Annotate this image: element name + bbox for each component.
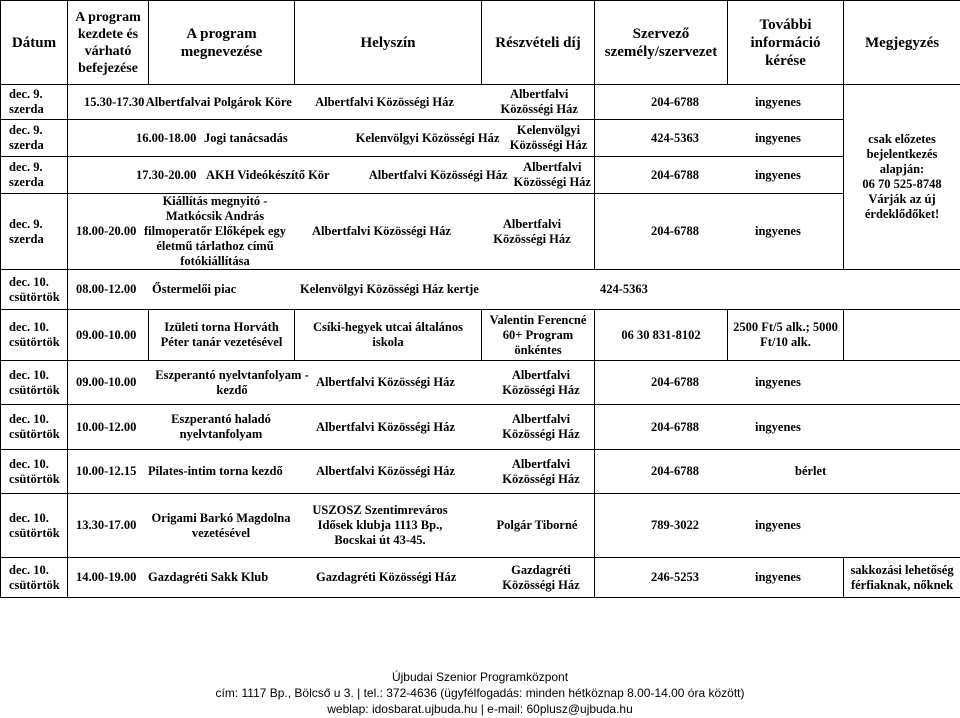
note-cell bbox=[844, 85, 960, 270]
note-line: érdeklődőket! bbox=[864, 207, 940, 221]
note-line: csak előzetes bbox=[868, 132, 936, 146]
info-cell: ingyenes bbox=[755, 570, 801, 584]
merged-cell bbox=[595, 494, 960, 558]
organizer-cell: 246-5253 bbox=[651, 570, 699, 584]
merged-cell bbox=[68, 450, 595, 494]
date-cell: dec. 10. csütörtök bbox=[1, 405, 68, 450]
table-row bbox=[1, 85, 960, 120]
date-cell: dec. 10. csütörtök bbox=[1, 558, 68, 598]
time-cell: 10.00-12.15 bbox=[76, 464, 137, 478]
info-cell: ingyenes bbox=[755, 375, 801, 389]
fee-cell: Albertfalvi Közösségi Ház bbox=[500, 87, 578, 116]
organizer-cell: 06 30 831-8102 bbox=[595, 310, 728, 361]
header-date: Dátum bbox=[1, 1, 68, 85]
program-name-cell: Eszperantó haladó nyelvtanfolyam bbox=[171, 412, 271, 441]
merged-cell bbox=[68, 85, 595, 120]
table-row bbox=[1, 558, 960, 598]
table-row bbox=[1, 194, 960, 270]
fee-cell: Albertfalvi Közösségi Ház bbox=[502, 367, 580, 397]
date-cell: dec. 9. szerda bbox=[1, 157, 68, 194]
note-line: 06 70 525-8748 bbox=[862, 177, 942, 191]
merged-cell bbox=[595, 194, 844, 270]
fee-cell: Albertfalvi Közösségi Ház bbox=[502, 456, 580, 486]
venue-cell: Albertfalvi Közösségi Ház bbox=[316, 464, 455, 478]
footer-address: cím: 1117 Bp., Bölcső u 3. | tel.: 372-4636 (ügyfélfogadás: minden hétköznap 8.00-14.00 óra között) bbox=[215, 686, 745, 700]
organizer-cell: 204-6788 bbox=[651, 167, 699, 182]
time-cell: 16.00-18.00 bbox=[136, 130, 197, 145]
date-cell: dec. 10. csütörtök bbox=[1, 450, 68, 494]
time-cell: 13.30-17.00 bbox=[76, 518, 137, 532]
merged-cell bbox=[68, 157, 595, 194]
program-name-cell: Eszperantó nyelvtanfolyam - kezdő bbox=[155, 367, 309, 397]
time-cell: 09.00-10.00 bbox=[76, 375, 137, 389]
header-name: A program megnevezése bbox=[149, 1, 295, 85]
venue-cell: Albertfalvi Közösségi Ház bbox=[312, 224, 451, 238]
venue-cell: Csíki-hegyek utcai általános iskola bbox=[295, 310, 482, 361]
organizer-cell: 204-6788 bbox=[651, 224, 699, 238]
program-name-cell: Őstermelői piac bbox=[152, 282, 237, 296]
table-row bbox=[1, 405, 960, 450]
date-cell: dec. 9. szerda bbox=[1, 85, 68, 120]
info-cell: ingyenes bbox=[755, 167, 801, 182]
venue-cell: Albertfalvi Közösségi Ház bbox=[316, 375, 455, 389]
note-cell: sakkozási lehetőség férfiaknak, nőknek bbox=[844, 558, 960, 598]
date-cell: dec. 10. csütörtök bbox=[1, 270, 68, 310]
merged-cell bbox=[68, 558, 595, 598]
program-name-cell: Gazdagréti Sakk Klub bbox=[148, 570, 269, 584]
merged-cell bbox=[68, 270, 960, 310]
program-name-cell: Origami Barkó Magdolna vezetésével bbox=[151, 510, 291, 540]
fee-cell: Polgár Tiborné bbox=[496, 518, 578, 532]
info-cell: 2500 Ft/5 alk.; 5000 Ft/10 alk. bbox=[728, 310, 844, 361]
table-row bbox=[1, 270, 960, 310]
merged-cell bbox=[595, 157, 844, 194]
header-note: Megjegyzés bbox=[844, 1, 960, 85]
note-line: Várják az új bbox=[868, 192, 936, 206]
venue-cell: Kelenvölgyi Közösségi Ház bbox=[355, 130, 500, 145]
fee-cell: Albertfalvi Közösségi Ház bbox=[513, 160, 591, 189]
time-cell: 08.00-12.00 bbox=[76, 282, 137, 296]
footer-org: Újbudai Szenior Programközpont bbox=[391, 670, 569, 684]
table-row bbox=[1, 157, 960, 194]
fee-cell: Albertfalvi Közösségi Ház bbox=[502, 412, 580, 441]
time-cell: 17.30-20.00 bbox=[136, 167, 197, 182]
header-venue: Helyszín bbox=[295, 1, 482, 85]
merged-cell bbox=[595, 405, 960, 450]
venue-cell: Albertfalvi Közösségi Ház bbox=[315, 94, 454, 109]
fee-cell: Gazdagréti Közösségi Ház bbox=[502, 562, 580, 592]
time-cell: 10.00-12.00 bbox=[76, 419, 137, 434]
fee-cell: Valentin Ferencné 60+ Program önkéntes bbox=[482, 310, 595, 361]
organizer-cell: 204-6788 bbox=[651, 419, 699, 434]
table-row bbox=[1, 361, 960, 405]
fee-cell: Albertfalvi Közösségi Ház bbox=[493, 216, 571, 246]
organizer-cell: 204-6788 bbox=[651, 94, 699, 109]
program-name-cell: AKH Videókészítő Kör bbox=[206, 167, 330, 182]
table-row bbox=[1, 450, 960, 494]
venue-cell: Kelenvölgyi Közösségi Ház kertje bbox=[300, 282, 479, 296]
merged-cell bbox=[68, 405, 595, 450]
note-line: bejelentkezés alapján: bbox=[866, 147, 938, 176]
info-cell: ingyenes bbox=[755, 94, 801, 109]
table-row bbox=[1, 120, 960, 157]
date-cell: dec. 9. szerda bbox=[1, 120, 68, 157]
footer-web: weblap: idosbarat.ujbuda.hu | e-mail: 60plusz@ujbuda.hu bbox=[327, 702, 633, 716]
program-name-cell: Jogi tanácsadás bbox=[204, 130, 288, 145]
table-row bbox=[1, 494, 960, 558]
organizer-cell: 204-6788 bbox=[651, 464, 699, 478]
merged-cell bbox=[68, 361, 595, 405]
info-cell: ingyenes bbox=[755, 130, 801, 145]
time-cell: 18.00-20.00 bbox=[76, 224, 137, 238]
venue-cell: Albertfalvi Közösségi Ház bbox=[316, 419, 455, 434]
info-cell: ingyenes bbox=[755, 224, 801, 238]
organizer-cell: 424-5363 bbox=[651, 130, 699, 145]
time-cell: 15.30-17.30 bbox=[84, 94, 145, 109]
program-name-cell: Kiállítás megnyitó - Matkócsik András filmoperatőr Előképek egy életmű tárlathoz című fotókiállítása bbox=[143, 194, 287, 268]
time-cell: 09.00-10.00 bbox=[68, 310, 149, 361]
table-header-row bbox=[1, 1, 960, 85]
fee-cell: Kelenvölgyi Közösségi Ház bbox=[509, 123, 588, 152]
date-cell: dec. 10. csütörtök bbox=[1, 361, 68, 405]
merged-cell bbox=[595, 361, 960, 405]
header-organizer: Szervező személy/szervezet bbox=[595, 1, 728, 85]
merged-cell bbox=[595, 450, 960, 494]
merged-cell bbox=[595, 85, 844, 120]
merged-cell bbox=[68, 194, 595, 270]
program-name-cell: Albertfalvai Polgárok Köre bbox=[145, 94, 292, 109]
date-cell: dec. 10. csütörtök bbox=[1, 310, 68, 361]
header-fee: Részvételi díj bbox=[482, 1, 595, 85]
merged-cell bbox=[68, 494, 595, 558]
info-cell: ingyenes bbox=[755, 419, 801, 434]
merged-cell bbox=[68, 120, 595, 157]
info-cell: ingyenes bbox=[755, 518, 801, 532]
table-row bbox=[1, 310, 960, 361]
merged-cell bbox=[595, 120, 844, 157]
program-name-cell: Pilates-intim torna kezdő bbox=[148, 464, 283, 478]
merged-cell bbox=[595, 558, 844, 598]
info-cell: bérlet bbox=[795, 464, 827, 478]
venue-cell: Gazdagréti Közösségi Ház bbox=[316, 570, 457, 584]
organizer-cell: 789-3022 bbox=[651, 518, 699, 532]
header-time: A program kezdete és várható befejezése bbox=[68, 1, 149, 85]
organizer-cell: 424-5363 bbox=[600, 282, 648, 296]
header-info: További információ kérése bbox=[728, 1, 844, 85]
organizer-cell: 204-6788 bbox=[651, 375, 699, 389]
time-cell: 14.00-19.00 bbox=[76, 570, 137, 584]
note-cell bbox=[844, 310, 960, 361]
venue-cell: Albertfalvi Közösségi Ház bbox=[368, 167, 508, 182]
venue-cell: USZOSZ Szentimreváros Idősek klubja 1113 Bp., Bocskai út 43-45. bbox=[312, 503, 448, 547]
date-cell: dec. 10. csütörtök bbox=[1, 494, 68, 558]
program-name-cell: Izületi torna Horváth Péter tanár vezetésével bbox=[149, 310, 295, 361]
date-cell: dec. 9. szerda bbox=[1, 194, 68, 270]
